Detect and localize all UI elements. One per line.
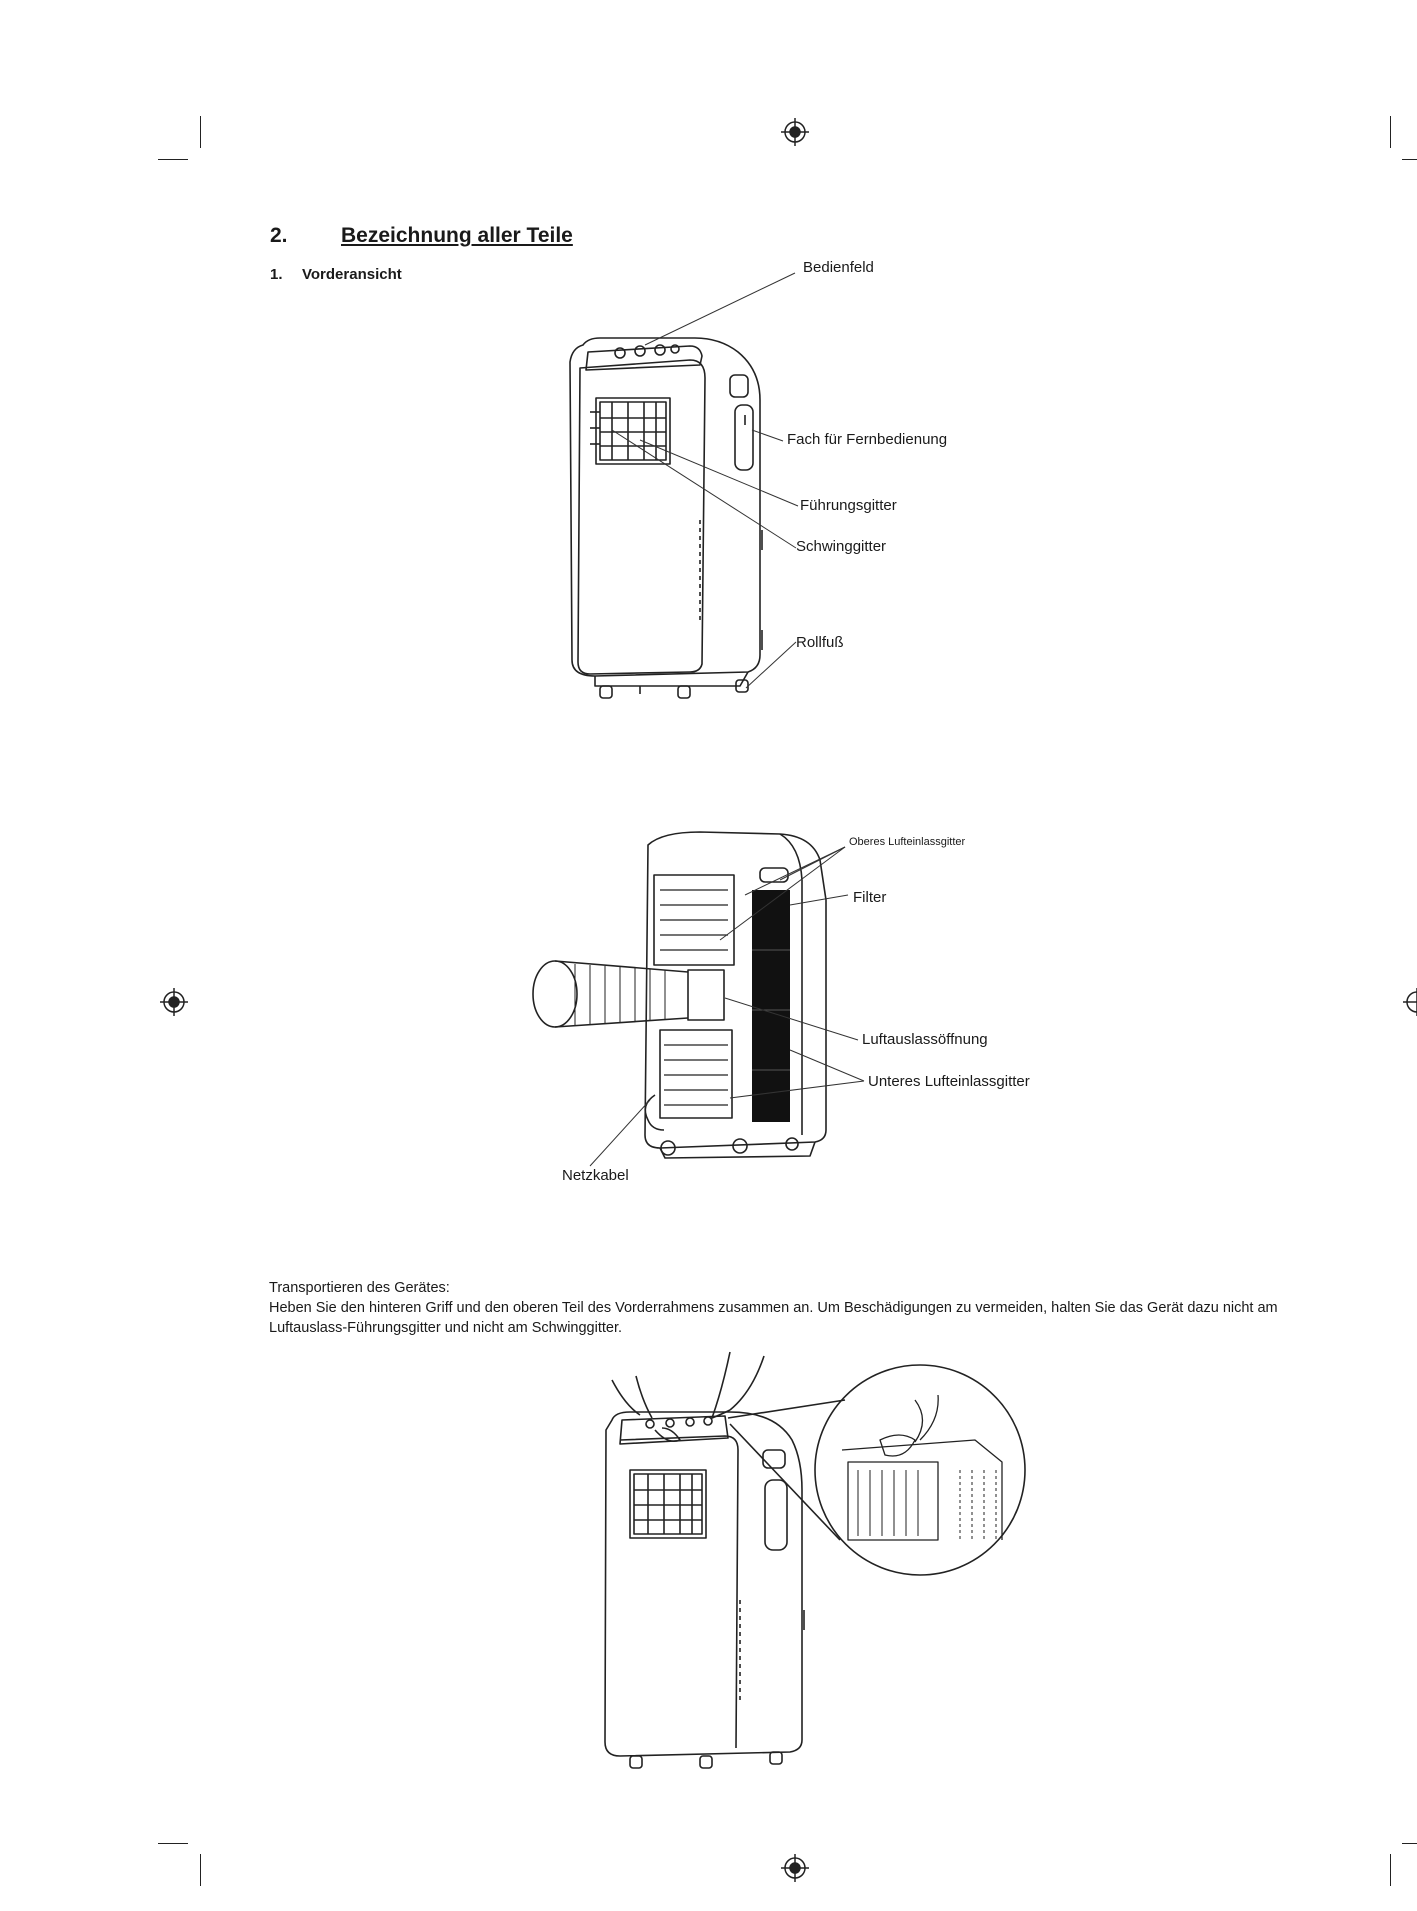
registration-mark-left-icon (160, 988, 188, 1016)
label-air-outlet: Luftauslassöffnung (862, 1031, 988, 1048)
crop-mark-bottom-left-h (158, 1843, 188, 1844)
registration-mark-right-icon (1403, 988, 1417, 1016)
label-power-cord: Netzkabel (562, 1167, 629, 1184)
registration-mark-top-icon (781, 118, 809, 146)
crop-mark-top-right-v (1390, 116, 1391, 148)
subsection-title: Vorderansicht (302, 266, 402, 283)
crop-mark-bottom-right-h (1402, 1843, 1417, 1844)
section-number: 2. (270, 224, 288, 247)
section-title: Bezeichnung aller Teile (341, 224, 573, 247)
subsection-number: 1. (270, 266, 283, 283)
transport-instructions (269, 1278, 1309, 1338)
crop-mark-bottom-left-v (200, 1854, 201, 1886)
crop-mark-top-left-h (158, 159, 188, 160)
crop-mark-top-left-v (200, 116, 201, 148)
label-upper-inlet: Oberes Lufteinlassgitter (849, 836, 966, 848)
label-filter: Filter (853, 889, 887, 906)
label-remote-compartment: Fach für Fernbedienung (787, 431, 948, 448)
label-guide-grille: Führungsgitter (800, 497, 897, 514)
crop-mark-bottom-right-v (1390, 1854, 1391, 1886)
transport-heading: Transportieren des Gerätes: (269, 1280, 450, 1296)
transport-body: Heben Sie den hinteren Griff und den oberen Teil des Vorderrahmens zusammen an. Um Beschädigungen zu vermeiden, halten Sie das Gerät dazu nicht am Luftauslass-Führungsgitter und nicht am Schwinggitter. (269, 1300, 1278, 1336)
label-caster: Rollfuß (796, 634, 844, 651)
label-control-panel: Bedienfeld (803, 259, 874, 276)
registration-mark-bottom-icon (781, 1854, 809, 1882)
label-swing-grille: Schwinggitter (796, 538, 887, 555)
crop-mark-top-right-h (1402, 159, 1417, 160)
label-lower-inlet: Unteres Lufteinlassgitter (868, 1073, 1030, 1090)
